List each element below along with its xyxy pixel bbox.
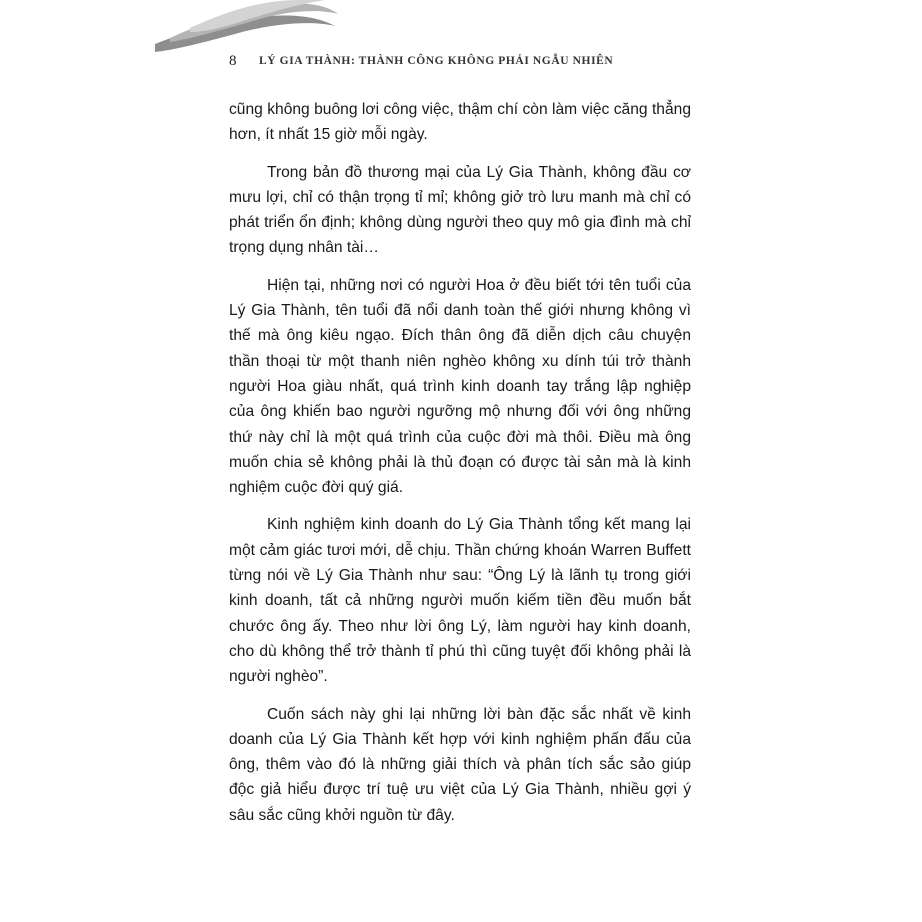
running-header — [229, 50, 699, 72]
paragraph-1: cũng không buông lơi công việc, thậm chí còn làm việc căng thẳng hơn, ít nhất 15 giờ mỗi ngày. — [229, 101, 691, 144]
paragraph-2: Trong bản đồ thương mại của Lý Gia Thành, không đầu cơ mưu lợi, chỉ có thận trọng tỉ mỉ; không giở trò lưu manh mà chỉ có phát triển ổn định; không dùng người theo quy mô gia đình mà chỉ trọng dụng nhân tài… — [229, 163, 691, 257]
paragraph-5: Cuốn sách này ghi lại những lời bàn đặc sắc nhất về kinh doanh của Lý Gia Thành kết hợp với kinh nghiệm phấn đấu của ông, thêm vào đó là những giải thích và phân tích sắc sảo giúp độc giả hiểu được trí tuệ ưu việt của Lý Gia Thành, nhiều gợi ý sâu sắc cũng khởi nguồn từ đây. — [229, 705, 691, 824]
book-title: LÝ GIA THÀNH: THÀNH CÔNG KHÔNG PHẢI NGẪU NHIÊN — [259, 55, 614, 67]
page-number: 8 — [229, 52, 237, 69]
body-text — [229, 97, 691, 840]
paragraph-3: Hiện tại, những nơi có người Hoa ở đều biết tới tên tuổi của Lý Gia Thành, tên tuổi đã nổi danh toàn thế giới nhưng không vì thế mà ông kiêu ngạo. Đích thân ông đã diễn dịch câu chuyện thần thoại từ một thanh niên nghèo không xu dính túi trở thành người Hoa giàu nhất, quá trình kinh doanh tay trắng lập nghiệp của ông khiến bao người ngưỡng mộ nhưng đối với ông những thứ này chỉ là một quá trình của cuộc đời mà thôi. Điều mà ông muốn chia sẻ không phải là thủ đoạn có được tài sản mà là kinh nghiệm cuộc đời quý giá. — [229, 276, 691, 497]
paragraph-4: Kinh nghiệm kinh doanh do Lý Gia Thành tổng kết mang lại một cảm giác tươi mới, dễ chịu. Thần chứng khoán Warren Buffett từng nói về Lý Gia Thành như sau: “Ông Lý là lãnh tụ trong giới kinh doanh, tất cả những người muốn kiếm tiền đều muốn bắt chước ông ấy. Theo như lời ông Lý, làm người hay kinh doanh, cho dù không thể trở thành tỉ phú thì cũng tuyệt đối không phải là người nghèo”. — [229, 516, 691, 686]
